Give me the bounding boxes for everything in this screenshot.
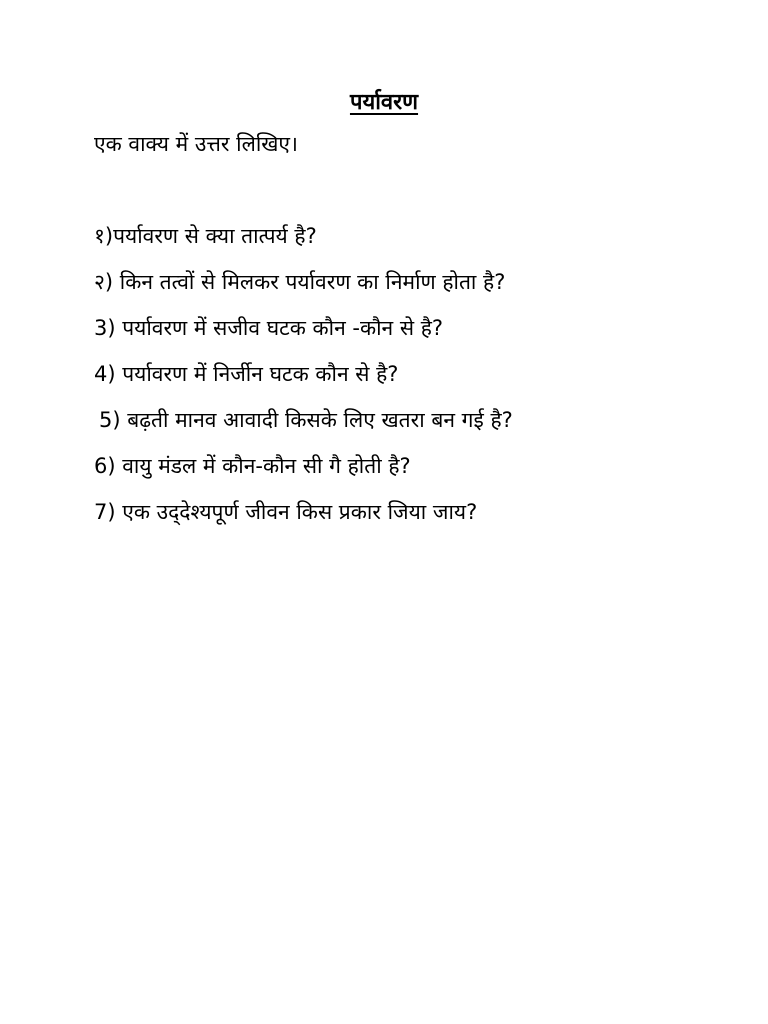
question-item-7: 7) एक उद्‌देश्यपूर्ण जीवन किस प्रकार जिया जाय? bbox=[94, 500, 478, 524]
worksheet-title: पर्यावरण bbox=[349, 90, 419, 115]
question-item-6: 6) वायु मंडल में कौन-कौन सी गै होती है? bbox=[94, 454, 411, 478]
question-item-3: 3) पर्यावरण में सजीव घटक कौन -कौन से है? bbox=[94, 316, 444, 340]
worksheet-instruction: एक वाक्य में उत्तर लिखिए। bbox=[94, 132, 299, 156]
question-item-2: २) किन तत्वों से मिलकर पर्यावरण का निर्माण होता है? bbox=[94, 270, 506, 294]
question-item-4: 4) पर्यावरण में निर्जीन घटक कौन से है? bbox=[94, 362, 399, 386]
question-item-1: १)पर्यावरण से क्या तात्पर्य है? bbox=[94, 224, 317, 248]
question-item-5: 5) बढ़ती मानव आवादी किसके लिए खतरा बन गई है? bbox=[99, 408, 513, 432]
